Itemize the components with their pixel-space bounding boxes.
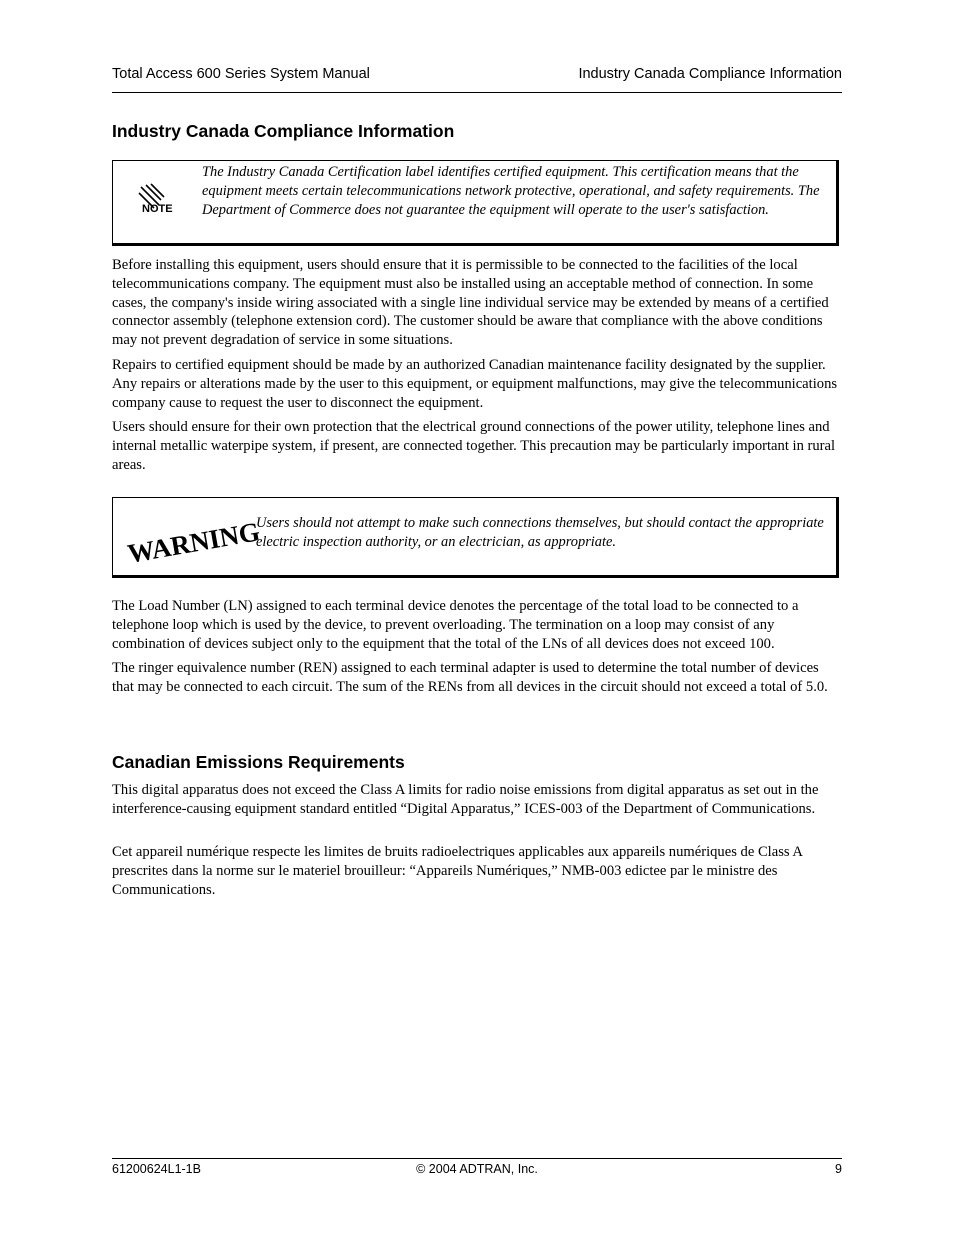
- paragraph-emissions-en: This digital apparatus does not exceed the Class A limits for radio noise emissions from digital apparatus as set out in the interference-causing equipment standard entitled “Digital Apparatus,” ICES-003 of the Department of Communications.: [112, 782, 819, 817]
- warning-icon-label: WARNING: [125, 516, 263, 569]
- running-footer: [112, 1158, 842, 1179]
- paragraph-repairs: Repairs to certified equipment should be made by an authorized Canadian maintenance facility designated by the supplier. Any repairs or alterations made by the user to this equipment, or equipment malfunctions, may give the telecommunications company cause to request the user to disconnect the equipment.: [112, 357, 838, 411]
- running-header: [112, 64, 842, 93]
- warning-text: Users should not attempt to make such connections themselves, but should contact the appropriate electric inspection authority, or an electrician, as appropriate.: [256, 515, 824, 550]
- header-section-title: Industry Canada Compliance Information: [578, 66, 842, 82]
- paragraph-load-number: The Load Number (LN) assigned to each terminal device denotes the percentage of the total load to be connected to a telephone loop which is used by the device, to prevent overloading. The termination on a loop may consist of any combination of devices subject only to the equipment that the total of the LNs of all devices does not exceed 100.: [112, 598, 799, 652]
- paragraph-ren: The ringer equivalence number (REN) assigned to each terminal adapter is used to determine the total number of devices that may be connected to each circuit. The sum of the RENs from all devices in the circuit should not exceed a total of 5.0.: [112, 660, 828, 695]
- note-callout: [112, 160, 839, 246]
- footer-copyright: © 2004 ADTRAN, Inc.: [416, 1162, 538, 1176]
- note-text: The Industry Canada Certification label identifies certified equipment. This certification means that the equipment meets certain telecommunications network protective, operational, and safety requirements. The Department of Commerce does not guarantee the equipment will operate to the user's satisfaction.: [202, 164, 820, 218]
- paragraph-ground: Users should ensure for their own protection that the electrical ground connections of the power utility, telephone lines and internal metallic waterpipe system, if present, are connected together. This precaution may be particularly important in rural areas.: [112, 419, 836, 473]
- footer-part-number: 61200624L1-1B: [112, 1162, 201, 1176]
- footer-page-number: 9: [835, 1162, 842, 1176]
- paragraph-emissions-fr: Cet appareil numérique respecte les limites de bruits radioelectriques applicables aux appareils numériques de Class A prescrites dans la norme sur le materiel brouilleur: “Appareils Numériques,” NMB-003 edictee par le ministre des Communications.: [112, 844, 803, 898]
- warning-callout: [112, 497, 839, 578]
- note-icon-label: NOTE: [142, 203, 173, 215]
- note-icon: [137, 183, 177, 223]
- paragraph-installation: Before installing this equipment, users should ensure that it is permissible to be connected to the facilities of the local telecommunications company. The equipment must also be installed using an acceptable method of connection. In some cases, the company's inside wiring associated with a single line individual service may be extended by means of a certified connector assembly (telephone extension cord). The customer should be aware that compliance with the above conditions may not prevent degradation of service in some situations.: [112, 257, 829, 349]
- section-title-emissions: Canadian Emissions Requirements: [112, 752, 405, 772]
- section-title-industry-canada: Industry Canada Compliance Information: [112, 121, 455, 141]
- header-manual-title: Total Access 600 Series System Manual: [112, 66, 370, 82]
- warning-icon: [125, 516, 263, 569]
